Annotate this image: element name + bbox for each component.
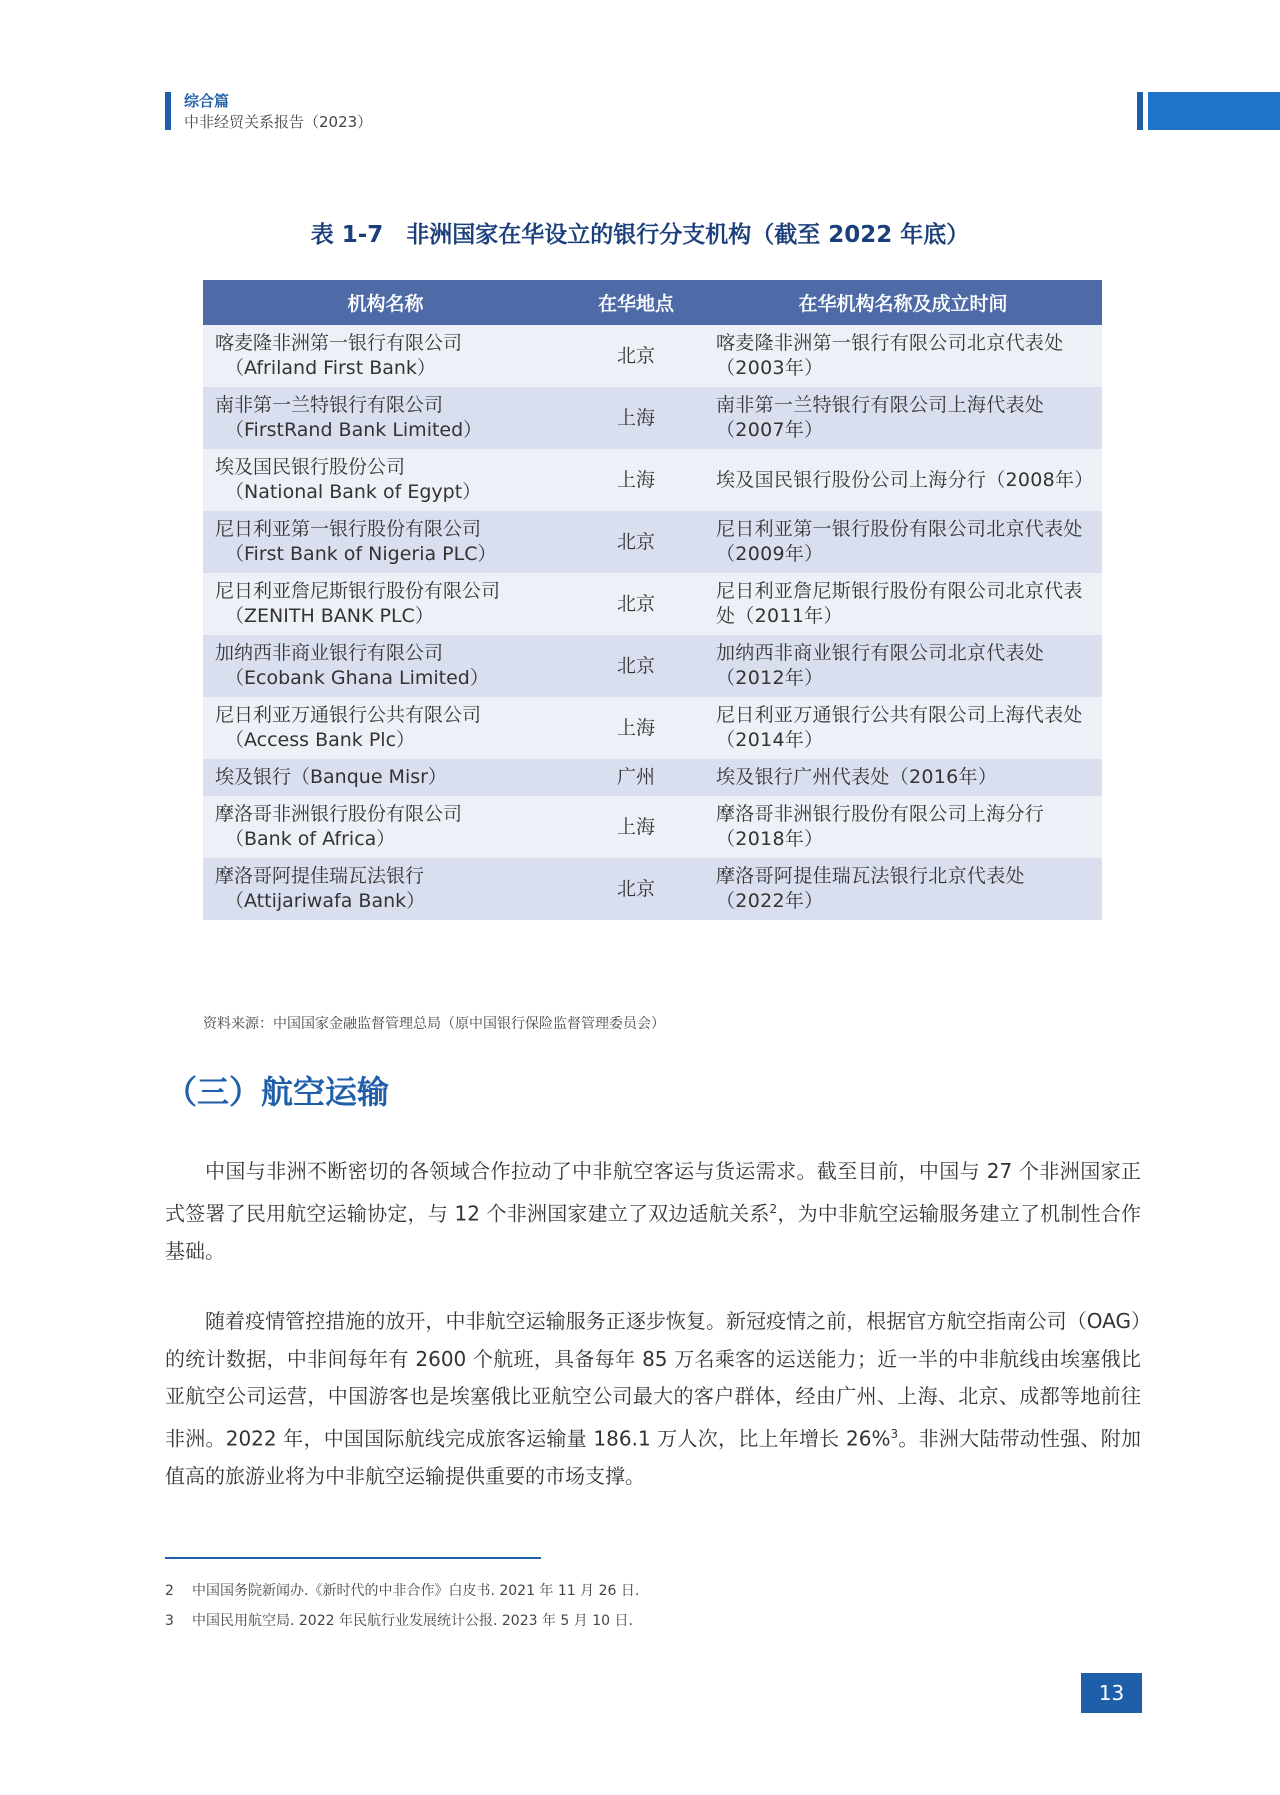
header-section-label: 综合篇 xyxy=(184,92,230,110)
institution-name-en: （Bank of Africa） xyxy=(225,828,396,850)
institution-name-cn: 尼日利亚詹尼斯银行股份有限公司 xyxy=(215,580,501,602)
institution-name-cn: 喀麦隆非洲第一银行有限公司 xyxy=(215,332,463,354)
institution-name-en: （Ecobank Ghana Limited） xyxy=(225,667,489,689)
footnote-text: 中国民用航空局. 2022 年民航行业发展统计公报. 2023 年 5 月 10 日. xyxy=(192,1613,633,1629)
location-cell: 上海 xyxy=(568,387,704,449)
footnote-ref[interactable]: 2 xyxy=(769,1201,778,1216)
footnote-text: 中国国务院新闻办.《新时代的中非合作》白皮书. 2021 年 11 月 26 日. xyxy=(192,1583,640,1599)
location-cell: 北京 xyxy=(568,635,704,697)
establishment-cell: 喀麦隆非洲第一银行有限公司北京代表处（2003年） xyxy=(704,325,1102,387)
table-header-row xyxy=(203,280,1102,325)
institution-cell xyxy=(203,759,568,796)
establishment-cell: 加纳西非商业银行有限公司北京代表处（2012年） xyxy=(704,635,1102,697)
institution-cell xyxy=(203,858,568,920)
footnote-number: 3 xyxy=(165,1613,174,1629)
institution-name-cn: 摩洛哥阿提佳瑞瓦法银行 xyxy=(215,865,425,887)
location-cell: 广州 xyxy=(568,759,704,796)
institution-name-en: （ZENITH BANK PLC） xyxy=(225,605,434,627)
institution-name-en: （Access Bank Plc） xyxy=(225,729,416,751)
location-cell: 北京 xyxy=(568,511,704,573)
footnote xyxy=(165,1580,639,1600)
table-row xyxy=(203,796,1102,858)
bank-branches-table xyxy=(203,280,1102,920)
table-row xyxy=(203,325,1102,387)
institution-name-cn: 尼日利亚第一银行股份有限公司 xyxy=(215,518,482,540)
section-heading: （三）航空运输 xyxy=(165,1073,390,1111)
location-cell: 上海 xyxy=(568,449,704,511)
page-number: 13 xyxy=(1081,1673,1142,1713)
table-row xyxy=(203,635,1102,697)
footnote-number: 2 xyxy=(165,1583,174,1599)
establishment-cell: 尼日利亚第一银行股份有限公司北京代表处（2009年） xyxy=(704,511,1102,573)
table-source-note: 资料来源：中国国家金融监督管理总局（原中国银行保险监督管理委员会） xyxy=(203,1016,665,1032)
table-title: 表 1-7 非洲国家在华设立的银行分支机构（截至 2022 年底） xyxy=(310,222,970,248)
location-cell: 北京 xyxy=(568,573,704,635)
column-header-establishment: 在华机构名称及成立时间 xyxy=(704,280,1102,325)
institution-name-en: （Attijariwafa Bank） xyxy=(225,890,426,912)
institution-name-en: （Afriland First Bank） xyxy=(225,357,436,379)
establishment-cell: 南非第一兰特银行有限公司上海代表处（2007年） xyxy=(704,387,1102,449)
institution-name-cn: 埃及银行（Banque Misr） xyxy=(215,766,447,788)
institution-cell xyxy=(203,449,568,511)
table-row xyxy=(203,858,1102,920)
location-cell: 上海 xyxy=(568,697,704,759)
footnote-ref[interactable]: 3 xyxy=(890,1426,899,1441)
establishment-cell: 埃及银行广州代表处（2016年） xyxy=(704,759,1102,796)
institution-cell xyxy=(203,573,568,635)
institution-name-cn: 尼日利亚万通银行公共有限公司 xyxy=(215,704,482,726)
institution-name-en: （National Bank of Egypt） xyxy=(225,481,482,503)
body-paragraph xyxy=(165,1303,1141,1495)
establishment-cell: 尼日利亚詹尼斯银行股份有限公司北京代表处（2011年） xyxy=(704,573,1102,635)
header-right-accent-line xyxy=(1137,92,1143,130)
paragraph-text: 。非洲大陆带动性强、附加值高的旅游业将为中非航空运输提供重要的市场支撑。 xyxy=(165,1426,1142,1488)
header-accent-bar xyxy=(165,92,171,130)
table-row xyxy=(203,697,1102,759)
establishment-cell: 摩洛哥阿提佳瑞瓦法银行北京代表处（2022年） xyxy=(704,858,1102,920)
location-cell: 北京 xyxy=(568,325,704,387)
footnote-divider xyxy=(165,1557,541,1559)
paragraph-text: ，为中非航空运输服务建立了机制性合作基础。 xyxy=(165,1201,1141,1263)
institution-cell xyxy=(203,387,568,449)
institution-name-en: （First Bank of Nigeria PLC） xyxy=(225,543,497,565)
location-cell: 北京 xyxy=(568,858,704,920)
establishment-cell: 埃及国民银行股份公司上海分行（2008年） xyxy=(704,449,1102,511)
column-header-location: 在华地点 xyxy=(568,280,704,325)
table-row xyxy=(203,573,1102,635)
column-header-institution: 机构名称 xyxy=(203,280,568,325)
establishment-cell: 尼日利亚万通银行公共有限公司上海代表处（2014年） xyxy=(704,697,1102,759)
establishment-cell: 摩洛哥非洲银行股份有限公司上海分行（2018年） xyxy=(704,796,1102,858)
institution-cell xyxy=(203,325,568,387)
institution-cell xyxy=(203,697,568,759)
table-row xyxy=(203,759,1102,796)
paragraph-text: 随着疫情管控措施的放开，中非航空运输服务正逐步恢复。新冠疫情之前，根据官方航空指南公司（OAG）的统计数据，中非间每年有 2600 个航班，具备每年 85 万名乘客的运送能力；近一半的中非航线由埃塞俄比亚航空公司运营，中国游客也是埃塞俄比亚航空公司最大的客户群体，经由广州、上海、北京、成都等地前往非洲。2022 年，中国国际航线完成旅客运输量 186.1 万人次，比上年增长 26% xyxy=(165,1309,1141,1451)
institution-cell xyxy=(203,511,568,573)
footnote xyxy=(165,1610,633,1630)
table-row xyxy=(203,511,1102,573)
header-report-title: 中非经贸关系报告（2023） xyxy=(184,113,373,131)
institution-name-cn: 摩洛哥非洲银行股份有限公司 xyxy=(215,803,463,825)
paragraph-text: 中国与非洲不断密切的各领域合作拉动了中非航空客运与货运需求。截至目前，中国与 27 个非洲国家正式签署了民用航空运输协定，与 12 个非洲国家建立了双边适航关系 xyxy=(165,1159,1141,1226)
institution-name-en: （FirstRand Bank Limited） xyxy=(225,419,483,441)
institution-name-cn: 加纳西非商业银行有限公司 xyxy=(215,642,444,664)
body-paragraph xyxy=(165,1153,1141,1270)
table-row xyxy=(203,387,1102,449)
institution-name-cn: 南非第一兰特银行有限公司 xyxy=(215,394,444,416)
institution-name-cn: 埃及国民银行股份公司 xyxy=(215,456,406,478)
institution-cell xyxy=(203,796,568,858)
location-cell: 上海 xyxy=(568,796,704,858)
table-row xyxy=(203,449,1102,511)
header-right-accent-block xyxy=(1148,92,1280,130)
institution-cell xyxy=(203,635,568,697)
